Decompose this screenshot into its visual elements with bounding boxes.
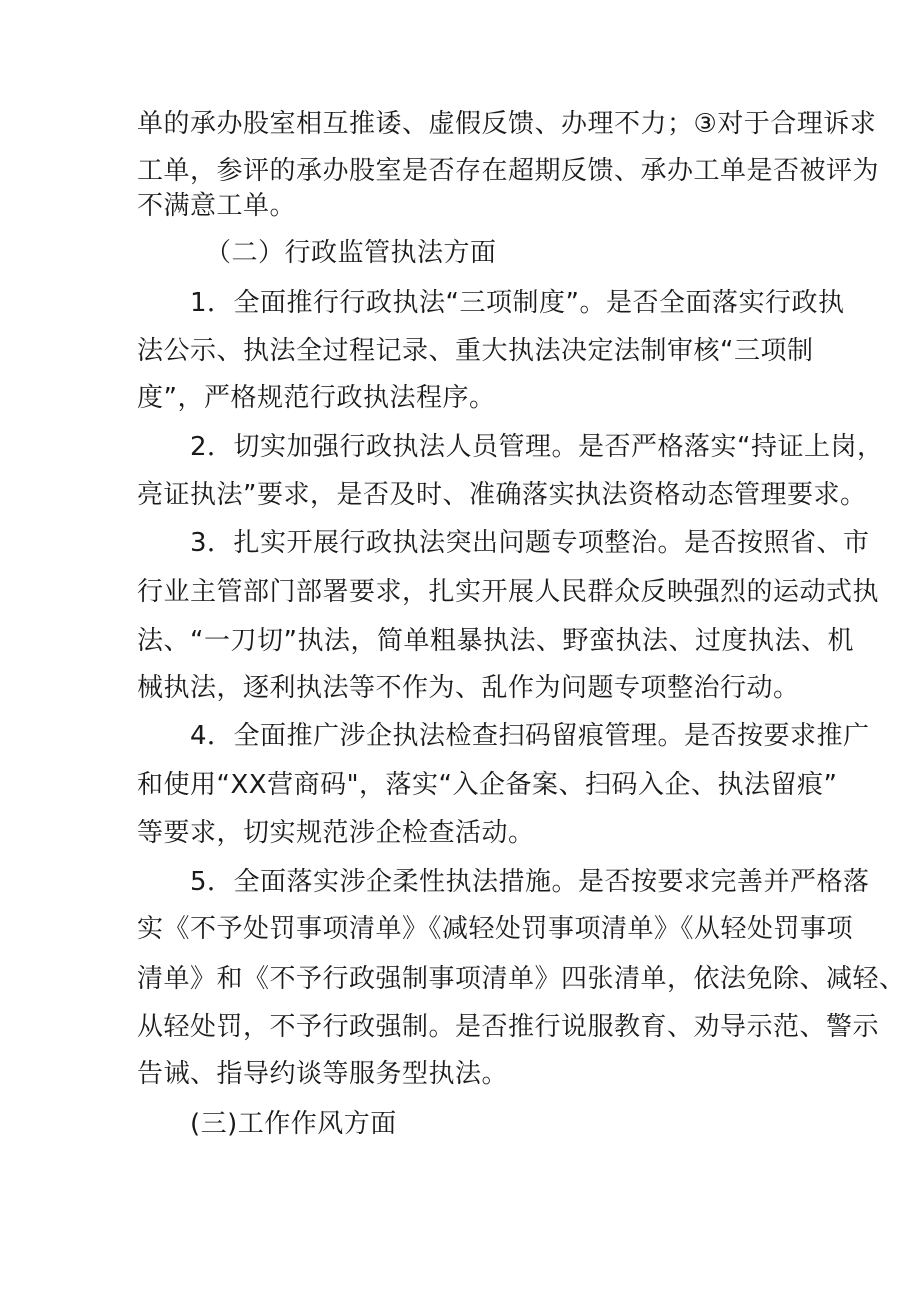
text-line-12: 法、“一刀切”执法，简单粗暴执法、野蛮执法、过度执法、机 [137, 626, 854, 656]
text-line-11: 行业主管部门部署要求，扎实开展人民群众反映强烈的运动式执 [137, 577, 880, 607]
text-line-15: 和使用“XX营商码"，落实“入企备案、扫码入企、执法留痕” [137, 770, 838, 800]
text-line-9: 亮证执法”要求，是否及时、准确落实执法资格动态管理要求。 [137, 480, 867, 510]
section-heading-3: (三)工作作风方面 [190, 1109, 397, 1139]
section-heading-2: （二）行政监管执法方面 [205, 238, 497, 268]
text-line-6: 法公示、执法全过程记录、重大执法决定法制审核“三项制 [137, 336, 814, 366]
text-line-16: 等要求，切实规范涉企检查活动。 [137, 818, 535, 848]
text-line-13: 械执法，逐利执法等不作为、乱作为问题专项整治行动。 [137, 673, 800, 703]
text-line-17: 5．全面落实涉企柔性执法措施。是否按要求完善并严格落 [190, 867, 870, 897]
text-line-8: 2．切实加强行政执法人员管理。是否严格落实“持证上岗， [190, 432, 884, 462]
text-line-20: 从轻处罚，不予行政强制。是否推行说服教育、劝导示范、警示 [137, 1012, 880, 1042]
text-line-7: 度”，严格规范行政执法程序。 [137, 383, 496, 413]
text-line-2: 工单，参评的承办股室是否存在超期反馈、承办工单是否被评为 [137, 156, 880, 186]
text-line-3: 不满意工单。 [137, 191, 297, 221]
text-line-21: 告诫、指导约谈等服务型执法。 [137, 1059, 509, 1089]
text-line-14: 4．全面推广涉企执法检查扫码留痕管理。是否按要求推广 [190, 721, 870, 751]
text-line-1: 单的承办股室相互推诿、虚假反馈、办理不力；③对于合理诉求 [137, 109, 877, 139]
text-line-10: 3．扎实开展行政执法突出问题专项整治。是否按照省、市 [190, 528, 870, 558]
text-line-18: 实《不予处罚事项清单》《减轻处罚事项清单》《从轻处罚事项 [137, 914, 854, 944]
text-line-19: 清单》和《不予行政强制事项清单》四张清单，依法免除、减轻、 [137, 964, 906, 994]
text-line-5: 1．全面推行行政执法“三项制度”。是否全面落实行政执 [190, 288, 845, 318]
